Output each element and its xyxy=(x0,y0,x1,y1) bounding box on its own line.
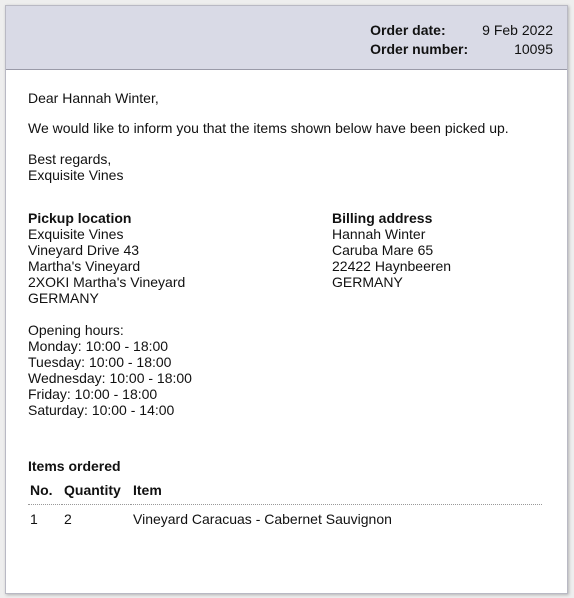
pickup-column xyxy=(28,210,332,418)
billing-line: Caruba Mare 65 xyxy=(332,242,434,258)
items-table xyxy=(28,478,542,527)
item-name: Vineyard Caracuas - Cabernet Sauvignon xyxy=(133,511,392,527)
order-header xyxy=(6,6,567,70)
signoff-line-1: Best regards, xyxy=(28,151,112,167)
order-date-value: 9 Feb 2022 xyxy=(482,21,553,38)
billing-title: Billing address xyxy=(332,210,433,226)
greeting: Dear Hannah Winter, xyxy=(28,90,159,106)
opening-hours-title: Opening hours: xyxy=(28,322,124,338)
order-meta xyxy=(370,20,553,58)
order-number-label: Order number: xyxy=(370,40,469,57)
billing-column xyxy=(332,210,545,418)
opening-hours-line: Wednesday: 10:00 - 18:00 xyxy=(28,370,192,386)
items-header-quantity: Quantity xyxy=(62,478,131,505)
items-header-item: Item xyxy=(131,478,542,505)
order-number-value: 10095 xyxy=(514,40,553,57)
pickup-title: Pickup location xyxy=(28,210,132,226)
order-date-label: Order date: xyxy=(370,21,446,38)
table-row xyxy=(28,505,542,528)
items-header-row xyxy=(28,478,542,505)
document-page xyxy=(5,5,568,594)
message: We would like to inform you that the items shown below have been picked up. xyxy=(28,120,509,136)
letter-body xyxy=(6,70,567,527)
signoff xyxy=(28,151,545,183)
order-number-row xyxy=(370,39,553,58)
pickup-line: Martha's Vineyard xyxy=(28,258,141,274)
items-header-no: No. xyxy=(28,478,62,505)
opening-hours xyxy=(28,322,332,418)
order-date-row xyxy=(370,20,553,39)
signoff-line-2: Exquisite Vines xyxy=(28,167,124,183)
pickup-line: 2XOKI Martha's Vineyard xyxy=(28,274,186,290)
item-quantity: 2 xyxy=(64,511,72,527)
billing-line: 22422 Haynbeeren xyxy=(332,258,452,274)
billing-line: GERMANY xyxy=(332,274,403,290)
opening-hours-line: Tuesday: 10:00 - 18:00 xyxy=(28,354,172,370)
opening-hours-line: Friday: 10:00 - 18:00 xyxy=(28,386,158,402)
opening-hours-line: Saturday: 10:00 - 14:00 xyxy=(28,402,175,418)
pickup-line: GERMANY xyxy=(28,290,99,306)
opening-hours-line: Monday: 10:00 - 18:00 xyxy=(28,338,169,354)
items-title: Items ordered xyxy=(28,458,121,474)
address-columns xyxy=(28,210,545,418)
pickup-line: Vineyard Drive 43 xyxy=(28,242,140,258)
billing-line: Hannah Winter xyxy=(332,226,426,242)
item-no: 1 xyxy=(30,511,38,527)
pickup-line: Exquisite Vines xyxy=(28,226,124,242)
